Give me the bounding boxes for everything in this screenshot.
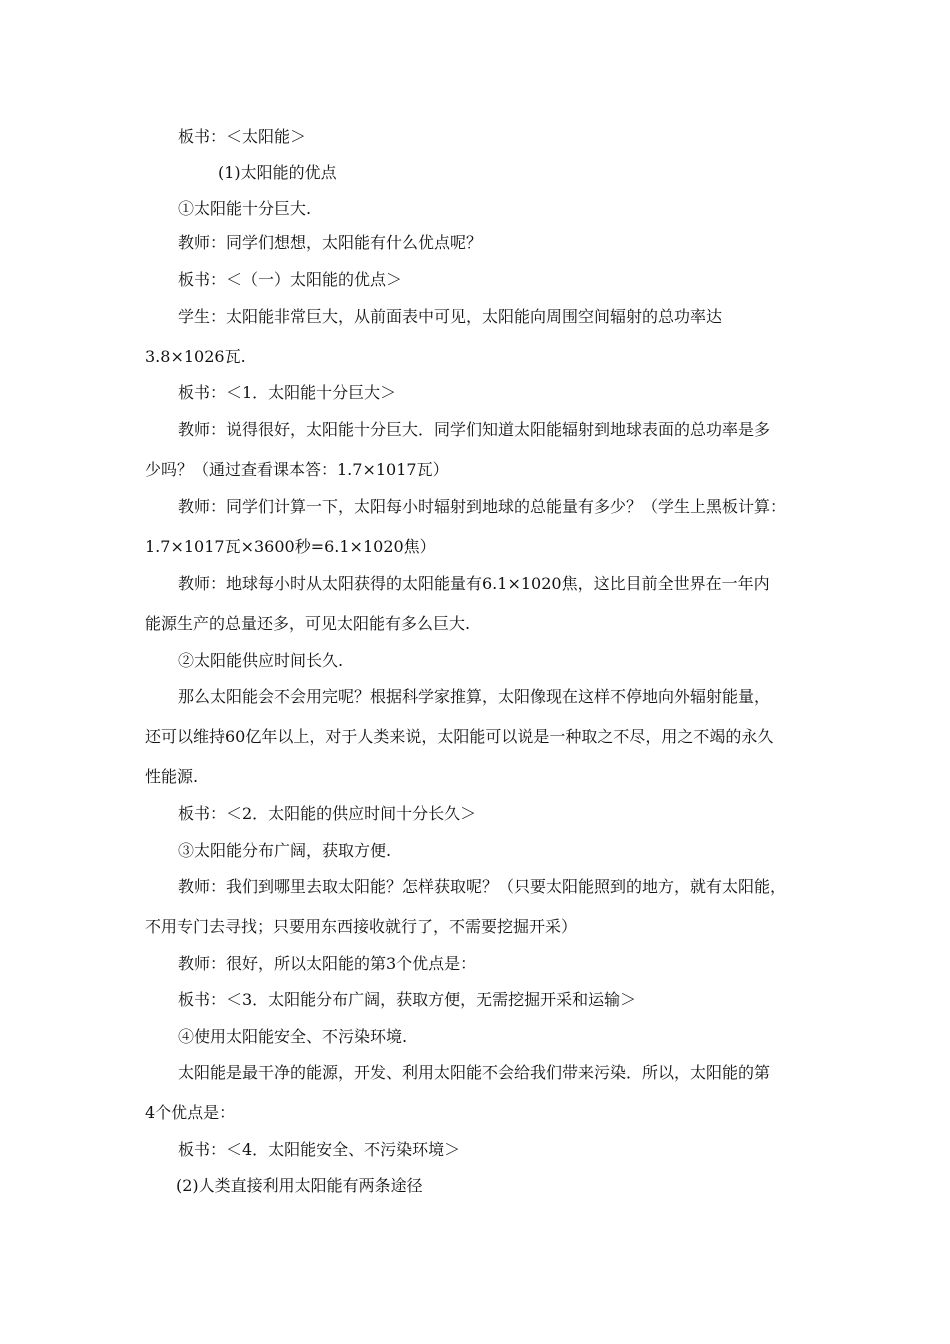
- text-line: 4个优点是：: [145, 1103, 236, 1122]
- text-line: 那么太阳能会不会用完呢？根据科学家推算，太阳像现在这样不停地向外辐射能量，: [178, 687, 771, 706]
- text-line: 板书：＜4．太阳能安全、不污染环境＞: [178, 1140, 461, 1159]
- text-line: ③太阳能分布广阔，获取方便.: [178, 841, 392, 860]
- text-line: 3.8×1026瓦.: [145, 347, 246, 366]
- text-line: ②太阳能供应时间长久.: [178, 651, 344, 670]
- text-line: ①太阳能十分巨大.: [178, 199, 312, 218]
- text-line: 板书：＜3．太阳能分布广阔，获取方便，无需挖掘开采和运输＞: [178, 990, 637, 1009]
- text-line: 不用专门去寻找；只要用东西接收就行了，不需要挖掘开采）: [145, 917, 578, 936]
- text-line: 教师：同学们想想，太阳能有什么优点呢？: [178, 233, 483, 252]
- text-line: 太阳能是最干净的能源，开发、利用太阳能不会给我们带来污染．所以，太阳能的第: [178, 1063, 771, 1082]
- text-line: 性能源.: [145, 767, 199, 786]
- text-line: 少吗？（通过查看课本答：1.7×1017瓦）: [145, 460, 449, 479]
- text-line: 教师：同学们计算一下，太阳每小时辐射到地球的总能量有多少？（学生上黑板计算：: [178, 497, 787, 516]
- text-line: 教师：我们到哪里去取太阳能？怎样获取呢？（只要太阳能照到的地方，就有太阳能，: [178, 877, 787, 896]
- text-line: 学生：太阳能非常巨大，从前面表中可见，太阳能向周围空间辐射的总功率达: [178, 307, 723, 326]
- section-heading: (2)人类直接利用太阳能有两条途径: [176, 1176, 423, 1195]
- text-line: 板书：＜2．太阳能的供应时间十分长久＞: [178, 804, 477, 823]
- section-heading: (1)太阳能的优点: [218, 163, 337, 182]
- text-line: 能源生产的总量还多，可见太阳能有多么巨大.: [145, 614, 471, 633]
- text-line: 教师：很好，所以太阳能的第3个优点是：: [178, 954, 477, 973]
- text-line: 教师：地球每小时从太阳获得的太阳能量有6.1×1020焦，这比目前全世界在一年内: [178, 574, 770, 593]
- text-line: 教师：说得很好，太阳能十分巨大．同学们知道太阳能辐射到地球表面的总功率是多: [178, 420, 771, 439]
- text-line: 板书：＜（一）太阳能的优点＞: [178, 270, 403, 289]
- text-line: 板书：＜太阳能＞: [178, 127, 307, 146]
- text-line: 还可以维持60亿年以上，对于人类来说，太阳能可以说是一种取之不尽，用之不竭的永久: [145, 727, 774, 746]
- text-line: ④使用太阳能安全、不污染环境.: [178, 1027, 408, 1046]
- text-line: 板书：＜1．太阳能十分巨大＞: [178, 383, 397, 402]
- text-line: 1.7×1017瓦×3600秒=6.1×1020焦）: [145, 537, 436, 556]
